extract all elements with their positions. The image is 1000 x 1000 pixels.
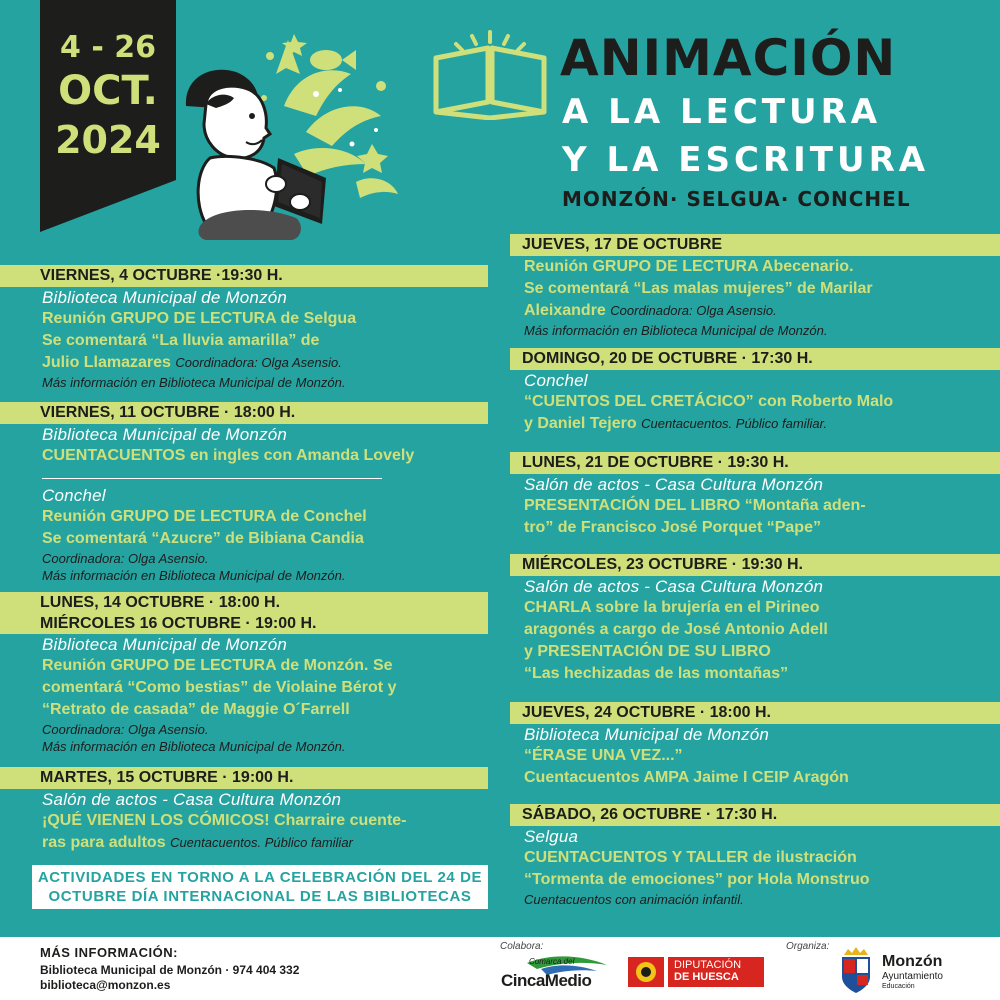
comarca-cinca-medio-logo — [497, 953, 617, 997]
event-location: Biblioteca Municipal de Monzón — [42, 635, 288, 654]
event-description: “ÉRASE UNA VEZ...” — [524, 747, 683, 764]
event-date: MIÉRCOLES 16 OCTUBRE · 19:00 H. — [40, 615, 317, 632]
event-location: Biblioteca Municipal de Monzón — [524, 725, 770, 744]
date-range: 4 - 26 — [60, 30, 156, 65]
event-description: ¡QUÉ VIENEN LOS CÓMICOS! Charraire cuente- — [42, 812, 407, 829]
monzon-coat-of-arms-icon — [838, 947, 874, 993]
event-description: Se comentará “La lluvia amarilla” de — [42, 332, 320, 349]
monzon-subtitle: Ayuntamiento — [882, 971, 943, 982]
event-block — [0, 592, 488, 755]
event-block — [0, 265, 488, 391]
event-description: CHARLA sobre la brujería en el Pirineo — [524, 599, 820, 616]
event-date-bar — [510, 554, 1000, 576]
date-month: OCT. — [58, 68, 158, 114]
event-description: “Las hechizadas de las montañas” — [524, 665, 789, 682]
event-date: SÁBADO, 26 OCTUBRE · 17:30 H. — [522, 806, 778, 823]
cinca-small-text: Comarca del — [529, 957, 575, 966]
event-block — [0, 402, 488, 467]
event-location: Selgua — [524, 827, 579, 846]
event-description: Cuentacuentos AMPA Jaime I CEIP Aragón — [524, 769, 849, 786]
dph-emblem-icon — [628, 957, 664, 987]
event-date-bar — [510, 234, 1000, 256]
more-info-email[interactable]: biblioteca@monzon.es — [40, 978, 171, 992]
divider — [42, 478, 382, 479]
event-description-text: ras para adultos — [42, 834, 166, 851]
event-description — [510, 413, 1000, 435]
event-description-text: Aleixandre — [524, 302, 606, 319]
open-book-icon — [428, 30, 552, 120]
event-block — [510, 804, 1000, 908]
poster-title: ANIMACIÓN — [560, 29, 897, 87]
event-location: Conchel — [524, 371, 588, 390]
activities-box — [32, 865, 488, 909]
dph-line2: DE HUESCA — [674, 971, 739, 983]
event-description: “CUENTOS DEL CRETÁCICO” con Roberto Malo — [524, 393, 894, 410]
event-note: Más información en Biblioteca Municipal de Monzón. — [42, 568, 346, 583]
event-description: Reunión GRUPO DE LECTURA de Conchel — [42, 508, 367, 525]
event-note: Más información en Biblioteca Municipal de Monzón. — [42, 739, 346, 754]
diputacion-huesca-logo — [628, 957, 766, 987]
event-description: comentará “Como bestias” de Violaine Bérot y — [42, 679, 397, 696]
event-note: Coordinadora: Olga Asensio. — [610, 303, 777, 318]
dph-text-box — [668, 957, 764, 987]
child-reading-illustration — [176, 34, 406, 244]
event-date-bar — [0, 592, 488, 634]
event-note: Coordinadora: Olga Asensio. — [42, 722, 209, 737]
event-location: Conchel — [42, 486, 106, 505]
event-note: Más información en Biblioteca Municipal de Monzón. — [42, 375, 346, 390]
event-date: MIÉRCOLES, 23 OCTUBRE · 19:30 H. — [522, 556, 803, 573]
event-note: Cuentacuentos. Público familiar. — [641, 416, 828, 431]
event-location: Salón de actos - Casa Cultura Monzón — [524, 577, 824, 596]
event-note: Cuentacuentos con animación infantil. — [524, 892, 744, 907]
monzon-subtitle-2: Educación — [882, 983, 915, 990]
poster-places: MONZÓN· SELGUA· CONCHEL — [562, 187, 911, 211]
event-date: JUEVES, 17 DE OCTUBRE — [522, 236, 723, 253]
event-location: Biblioteca Municipal de Monzón — [42, 425, 288, 444]
dph-line1: DIPUTACIÓN — [674, 959, 742, 971]
event-description-text: Julio Llamazares — [42, 354, 171, 371]
event-date-bar — [0, 402, 488, 424]
event-note: Más información en Biblioteca Municipal de Monzón. — [524, 323, 828, 338]
event-block — [0, 767, 488, 854]
event-block — [510, 348, 1000, 435]
event-description: aragonés a cargo de José Antonio Adell — [524, 621, 828, 638]
poster-subtitle-1: A LA LECTURA — [562, 92, 882, 132]
event-description: Reunión GRUPO DE LECTURA de Monzón. Se — [42, 657, 393, 674]
event-date: JUEVES, 24 OCTUBRE · 18:00 H. — [522, 704, 771, 721]
event-block — [510, 554, 1000, 685]
footer — [0, 937, 1000, 1000]
event-description: “Tormenta de emociones” por Hola Monstruo — [524, 871, 870, 888]
event-description: CUENTACUENTOS en ingles con Amanda Lovely — [42, 447, 415, 464]
monzon-name: Monzón — [882, 953, 943, 970]
event-note: Cuentacuentos. Público familiar — [170, 835, 353, 850]
event-note: Coordinadora: Olga Asensio. — [42, 551, 209, 566]
more-info-title: MÁS INFORMACIÓN: — [40, 945, 178, 960]
event-date: LUNES, 14 OCTUBRE · 18:00 H. — [40, 594, 281, 611]
event-location: Salón de actos - Casa Cultura Monzón — [42, 790, 342, 809]
event-date-bar — [510, 702, 1000, 724]
event-description: Reunión GRUPO DE LECTURA de Selgua — [42, 310, 357, 327]
event-description — [0, 352, 488, 374]
cinca-name: CincaMedio — [501, 971, 592, 990]
event-date-bar — [0, 265, 488, 287]
activities-line: ACTIVIDADES EN TORNO A LA CELEBRACIÓN DEL 24 DE — [37, 869, 483, 886]
event-date: VIERNES, 11 OCTUBRE · 18:00 H. — [40, 404, 296, 421]
event-description: Reunión GRUPO DE LECTURA Abecenario. — [524, 258, 854, 275]
event-block — [510, 452, 1000, 539]
event-block — [510, 234, 1000, 339]
ayuntamiento-monzon-logo — [838, 947, 978, 995]
event-note: Coordinadora: Olga Asensio. — [175, 355, 342, 370]
activities-line: OCTUBRE DÍA INTERNACIONAL DE LAS BIBLIOTECAS — [48, 888, 472, 905]
event-description — [0, 832, 488, 854]
event-date: LUNES, 21 DE OCTUBRE · 19:30 H. — [522, 454, 789, 471]
organiza-label: Organiza: — [786, 941, 830, 952]
event-description-text: y Daniel Tejero — [524, 415, 637, 432]
event-date-bar — [510, 348, 1000, 370]
event-description: PRESENTACIÓN DEL LIBRO “Montaña aden- — [524, 497, 866, 514]
event-description: “Retrato de casada” de Maggie O´Farrell — [42, 701, 350, 718]
event-block — [0, 485, 488, 584]
event-description: tro” de Francisco José Porquet “Pape” — [524, 519, 821, 536]
event-date-bar — [510, 804, 1000, 826]
event-description: Se comentará “Las malas mujeres” de Marilar — [524, 280, 873, 297]
event-location: Salón de actos - Casa Cultura Monzón — [524, 475, 824, 494]
event-description: CUENTACUENTOS Y TALLER de ilustración — [524, 849, 857, 866]
poster-subtitle-2: Y LA ESCRITURA — [562, 140, 930, 180]
colabora-label: Colabora: — [500, 941, 544, 952]
event-description: Se comentará “Azucre” de Bibiana Candia — [42, 530, 364, 547]
event-description — [510, 300, 1000, 322]
event-date-bar — [510, 452, 1000, 474]
event-date: DOMINGO, 20 DE OCTUBRE · 17:30 H. — [522, 350, 813, 367]
event-location: Biblioteca Municipal de Monzón — [42, 288, 288, 307]
event-description: y PRESENTACIÓN DE SU LIBRO — [524, 643, 771, 660]
date-banner — [40, 0, 176, 232]
date-year: 2024 — [55, 118, 161, 162]
event-date: VIERNES, 4 OCTUBRE ·19:30 H. — [40, 267, 283, 284]
event-block — [510, 702, 1000, 789]
more-info-phone: Biblioteca Municipal de Monzón · 974 404 332 — [40, 963, 300, 977]
event-date: MARTES, 15 OCTUBRE · 19:00 H. — [40, 769, 294, 786]
event-date-bar — [0, 767, 488, 789]
